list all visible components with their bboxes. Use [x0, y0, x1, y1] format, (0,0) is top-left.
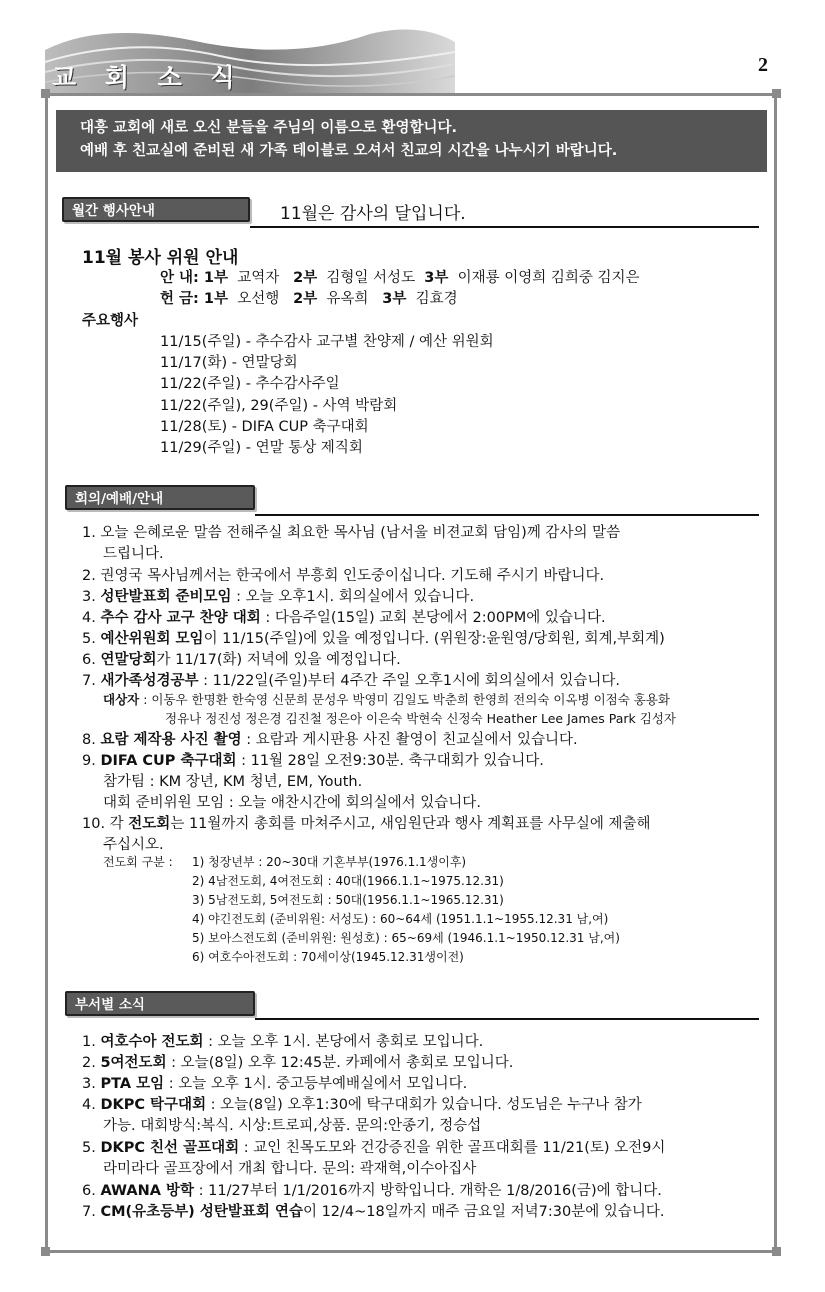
- section-rule: [255, 514, 759, 516]
- meeting-item: 1. 오늘 은혜로운 말씀 전해주실 최요한 목사님 (남서울 비젼교회 담임)께 감사의 말씀: [82, 525, 621, 541]
- meeting-item: 9. DIFA CUP 축구대회 : 11월 28일 오전9:30분. 축구대회가 있습니다.: [82, 753, 544, 769]
- meeting-item-continued: 드립니다.: [103, 546, 164, 562]
- page-title: 교 회 소 식: [52, 63, 245, 92]
- meeting-item-continued: 대회 준비위원 모임 : 오늘 애찬시간에 회의실에서 있습니다.: [103, 795, 481, 811]
- department-item: 5. DKPC 친선 골프대회 : 교인 친목도모와 건강증진을 위한 골프대회를 11/21(토) 오전9시: [82, 1140, 666, 1156]
- section-label-departments: 부서별 소식: [65, 991, 255, 1016]
- department-item: 7. CM(유초등부) 성탄발표회 연습이 12/4~18일까지 매주 금요일 저녁7:30분에 있습니다.: [82, 1204, 665, 1220]
- attendee-list-continued: 정유나 정진성 정은경 김진철 정은아 이은숙 박현숙 신정숙 Heather Lee James Park 김성자: [165, 711, 676, 726]
- meeting-item: 3. 성탄발표회 준비모임 : 오늘 오후1시. 회의실에서 있습니다.: [82, 589, 475, 605]
- group-item: 1) 청장년부 : 20~30대 기혼부부(1976.1.1생이후): [192, 855, 467, 869]
- frame-corner: [772, 89, 781, 98]
- frame-corner: [41, 89, 50, 98]
- department-item: 3. PTA 모임 : 오늘 오후 1시. 중고등부예배실에서 모입니다.: [82, 1076, 468, 1092]
- monthly-headline: 11월은 감사의 달입니다.: [280, 204, 466, 224]
- meeting-item: 8. 요람 제작용 사진 촬영 : 요람과 게시판용 사진 촬영이 친교실에서 있습니다.: [82, 732, 578, 748]
- groups-title: 전도회 구분 :: [103, 855, 173, 869]
- meeting-item: 2. 권영국 목사님께서는 한국에서 부흥회 인도중이십니다. 기도해 주시기 바랍니다.: [82, 568, 605, 584]
- department-item-continued: 가능. 대회방식:복식. 시상:트로피,상품. 문의:안종기, 정승섭: [103, 1118, 482, 1134]
- section-rule: [255, 1018, 759, 1020]
- group-item: 3) 5남전도회, 5여전도회 : 50대(1956.1.1~1965.12.31): [192, 893, 504, 907]
- welcome-line: 예배 후 친교실에 준비된 새 가족 테이블로 오셔서 친교의 시간을 나누시기 바랍니다.: [80, 143, 618, 159]
- welcome-line: 대흥 교회에 새로 오신 분들을 주님의 이름으로 환영합니다.: [80, 120, 458, 136]
- frame-corner: [41, 1247, 50, 1256]
- event-item: 11/22(주일), 29(주일) - 사역 박람회: [160, 398, 398, 414]
- meeting-item: 4. 추수 감사 교구 찬양 대회 : 다음주일(15일) 교회 본당에서 2:00PM에 있습니다.: [82, 610, 606, 626]
- event-item: 11/15(주일) - 추수감사 교구별 찬양제 / 예산 위원회: [160, 334, 494, 350]
- department-item: 1. 여호수아 전도회 : 오늘 오후 1시. 본당에서 총회로 모입니다.: [82, 1034, 484, 1050]
- group-item: 4) 야긴전도회 (준비위원: 서성도) : 60~64세 (1951.1.1~1955.12.31 남,여): [192, 912, 609, 926]
- group-item: 5) 보아스전도회 (준비위원: 원성호) : 65~69세 (1946.1.1~1950.12.31 남,여): [192, 931, 620, 945]
- frame-corner: [772, 1247, 781, 1256]
- event-item: 11/22(주일) - 추수감사주일: [160, 376, 340, 392]
- page-number: 2: [758, 54, 768, 76]
- offering-row: 헌 금: 1부 오선행 2부 유옥희 3부 김효경: [160, 291, 458, 307]
- usher-row: 안 내: 1부 교역자 2부 김형일 서성도 3부 이재룡 이영희 김희중 김지은: [160, 270, 640, 286]
- meeting-item: 5. 예산위원회 모임이 11/15(주일)에 있을 예정입니다. (위원장:윤원영/당회원, 회계,부회계): [82, 631, 665, 647]
- volunteer-title: 11월 봉사 위원 안내: [82, 248, 239, 268]
- group-item: 2) 4남전도회, 4여전도회 : 40대(1966.1.1~1975.12.31): [192, 874, 504, 888]
- meeting-item: 6. 연말당회가 11/17(화) 저녁에 있을 예정입니다.: [82, 652, 401, 668]
- meeting-item: 7. 새가족성경공부 : 11/22일(주일)부터 4주간 주일 오후1시에 회의실에서 있습니다.: [82, 673, 620, 689]
- event-item: 11/28(토) - DIFA CUP 축구대회: [160, 419, 369, 435]
- attendee-list: 대상자 : 이동우 한명환 한숙영 신문희 문성우 박영미 김일도 박춘희 한영희 전의숙 이옥병 이점숙 홍용화: [103, 692, 670, 707]
- section-label-meetings: 회의/예배/안내: [65, 485, 255, 510]
- event-item: 11/29(주일) - 연말 통상 제직회: [160, 440, 363, 456]
- event-item: 11/17(화) - 연말당회: [160, 355, 298, 371]
- meeting-item: 10. 각 전도회는 11월까지 총회를 마쳐주시고, 새임원단과 행사 계획표를 사무실에 제출해: [82, 816, 651, 832]
- events-title: 주요행사: [82, 313, 139, 329]
- meeting-item-continued: 주십시오.: [103, 837, 164, 853]
- department-item: 4. DKPC 탁구대회 : 오늘(8일) 오후1:30에 탁구대회가 있습니다. 성도님은 누구나 참가: [82, 1097, 642, 1113]
- group-item: 6) 여호수아전도회 : 70세이상(1945.12.31생이전): [192, 950, 464, 964]
- welcome-banner: [56, 110, 767, 172]
- section-label-monthly: 월간 행사안내: [62, 197, 250, 222]
- department-item: 6. AWANA 방학 : 11/27부터 1/1/2016까지 방학입니다. 개학은 1/8/2016(금)에 합니다.: [82, 1183, 662, 1199]
- section-rule: [250, 226, 759, 228]
- meeting-item-continued: 참가팀 : KM 장년, KM 청년, EM, Youth.: [103, 774, 363, 790]
- department-item-continued: 라미라다 골프장에서 개최 합니다. 문의: 곽재혁,이수아집사: [103, 1161, 477, 1177]
- department-item: 2. 5여전도회 : 오늘(8일) 오후 12:45분. 카페에서 총회로 모입니다.: [82, 1055, 514, 1071]
